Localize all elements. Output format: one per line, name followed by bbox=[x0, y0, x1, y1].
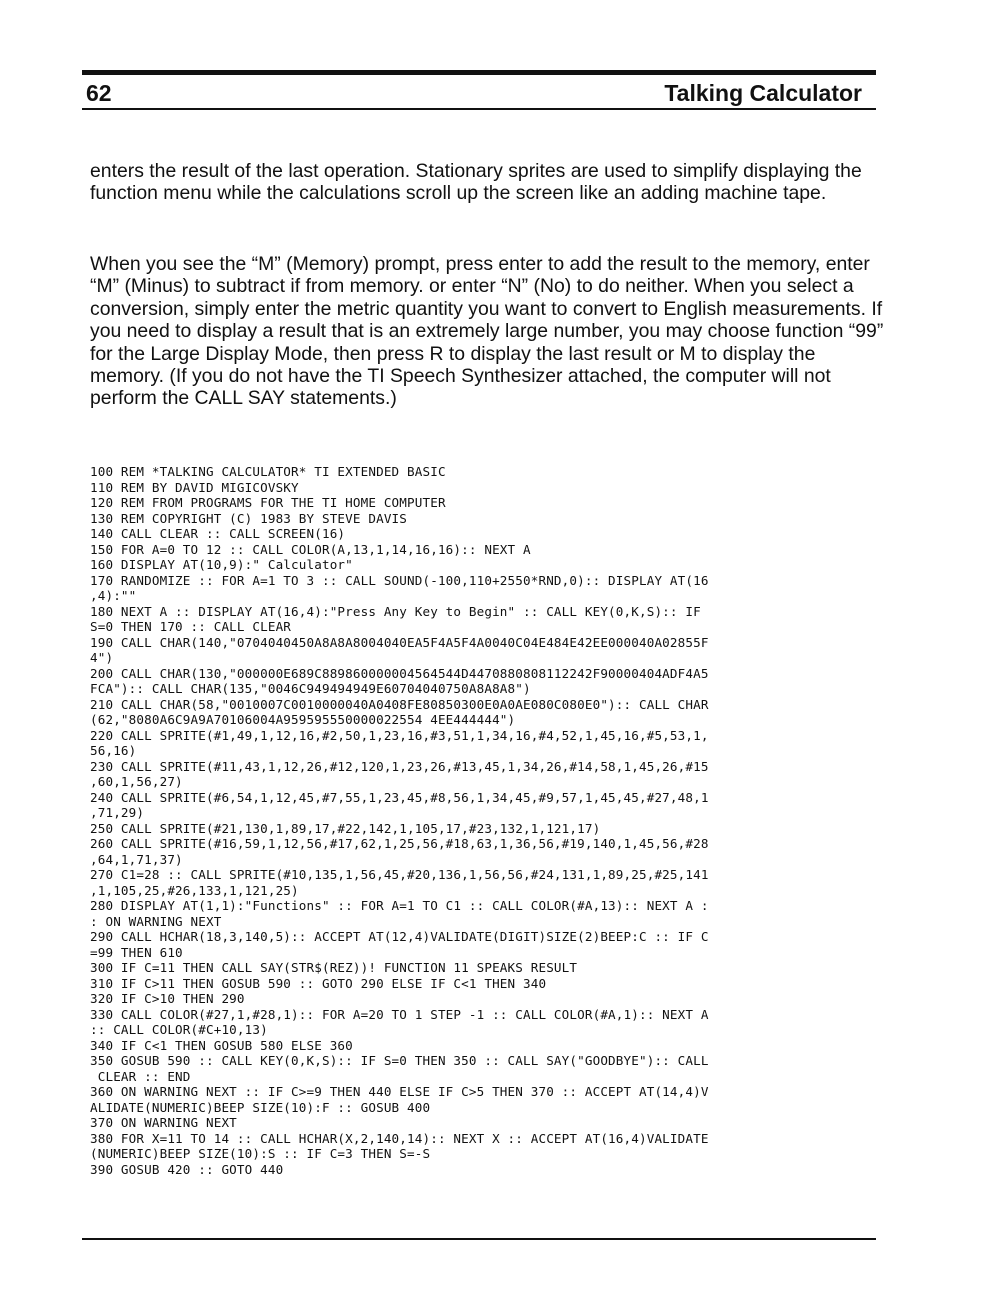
code-line: 270 C1=28 :: CALL SPRITE(#10,135,1,56,45,#20,136,1,56,56,#24,131,1,89,25,#25,141 bbox=[90, 867, 709, 882]
code-line: 4") bbox=[90, 650, 114, 665]
code-line: 210 CALL CHAR(58,"0010007C0010000040A0408FE80850300E0A0AE080C080E0"):: CALL CHAR bbox=[90, 696, 709, 712]
code-line: 380 FOR X=11 TO 14 :: CALL HCHAR(X,2,140,14):: NEXT X :: ACCEPT AT(16,4)VALIDATE bbox=[90, 1130, 709, 1146]
bottom-rule bbox=[82, 1238, 876, 1240]
body-paragraph-2: When you see the “M” (Memory) prompt, press enter to add the result to the memory, enter “M” (Minus) to subtract if from memory. or enter “N” (No) to do neither. When you select a conversion, simply enter the metric quantity you want to convert to English measurements. If you need to display a result that is an extremely large number, you may choose function “99” for the Large Display Mode, then press R to display the last result or M to display the memory. (If you do not have the TI Speech Synthesizer attached, the computer will not perform the CALL SAY statements.) bbox=[90, 253, 884, 410]
code-line: ,4):"" bbox=[90, 588, 137, 603]
code-line: 150 FOR A=0 TO 12 :: CALL COLOR(A,13,1,14,16,16):: NEXT A bbox=[90, 541, 531, 557]
top-rule bbox=[82, 70, 876, 75]
code-line: 260 CALL SPRITE(#16,59,1,12,56,#17,62,1,25,56,#18,63,1,36,56,#19,140,1,45,56,#28 bbox=[90, 836, 709, 851]
header-rule bbox=[82, 108, 876, 110]
code-line: ,60,1,56,27) bbox=[90, 774, 183, 789]
code-line: : ON WARNING NEXT bbox=[90, 913, 222, 929]
body-paragraph-1: enters the result of the last operation. Stationary sprites are used to simplify displaying the function menu while the calculations scroll up the screen like an adding machine tape. bbox=[90, 160, 862, 205]
code-line: 370 ON WARNING NEXT bbox=[90, 1115, 237, 1130]
code-line: 360 ON WARNING NEXT :: IF C>=9 THEN 440 ELSE IF C>5 THEN 370 :: ACCEPT AT(14,4)V bbox=[90, 1084, 709, 1099]
code-line: =99 THEN 610 bbox=[90, 944, 183, 960]
code-line: 130 REM COPYRIGHT (C) 1983 BY STEVE DAVIS bbox=[90, 510, 408, 526]
code-line: ,71,29) bbox=[90, 805, 145, 820]
code-line: 320 IF C>10 THEN 290 bbox=[90, 991, 245, 1006]
code-line: (62,"8080A6C9A9A70106004A959595550000022554 4EE444444") bbox=[90, 712, 516, 727]
code-line: 350 GOSUB 590 :: CALL KEY(0,K,S):: IF S=0 THEN 350 :: CALL SAY("GOODBYE"):: CALL bbox=[90, 1053, 709, 1068]
code-line: 390 GOSUB 420 :: GOTO 440 bbox=[90, 1161, 284, 1177]
code-line: 300 IF C=11 THEN CALL SAY(STR$(REZ))! FUNCTION 11 SPEAKS RESULT bbox=[90, 960, 578, 975]
running-title: Talking Calculator bbox=[664, 80, 862, 106]
code-line: 240 CALL SPRITE(#6,54,1,12,45,#7,55,1,23,45,#8,56,1,34,45,#9,57,1,45,45,#27,48,1 bbox=[90, 789, 709, 805]
code-line: CLEAR :: END bbox=[90, 1068, 191, 1084]
code-line: ALIDATE(NUMERIC)BEEP SIZE(10):F :: GOSUB 400 bbox=[90, 1099, 431, 1115]
code-line: S=0 THEN 170 :: CALL CLEAR bbox=[90, 619, 292, 634]
code-line: FCA"):: CALL CHAR(135,"0046C949494949E60704040750A8A8A8") bbox=[90, 681, 531, 696]
code-line: 250 CALL SPRITE(#21,130,1,89,17,#22,142,1,105,17,#23,132,1,121,17) bbox=[90, 820, 601, 836]
code-line: 180 NEXT A :: DISPLAY AT(16,4):"Press Any Key to Begin" :: CALL KEY(0,K,S):: IF bbox=[90, 603, 701, 619]
code-line: 56,16) bbox=[90, 743, 137, 758]
code-line: ,1,105,25,#26,133,1,121,25) bbox=[90, 882, 299, 898]
code-line: (NUMERIC)BEEP SIZE(10):S :: IF C=3 THEN S=-S bbox=[90, 1146, 431, 1161]
code-line: 190 CALL CHAR(140,"0704040450A8A8A8004040EA5F4A5F4A0040C04E484E42EE000040A02855F bbox=[90, 634, 709, 650]
page-header bbox=[86, 80, 876, 110]
code-line: 280 DISPLAY AT(1,1):"Functions" :: FOR A=1 TO C1 :: CALL COLOR(#A,13):: NEXT A : bbox=[90, 898, 709, 913]
code-line: :: CALL COLOR(#C+10,13) bbox=[90, 1022, 268, 1037]
page-number: 62 bbox=[86, 80, 112, 106]
code-line: 230 CALL SPRITE(#11,43,1,12,26,#12,120,1,23,26,#13,45,1,34,26,#14,58,1,45,26,#15 bbox=[90, 758, 709, 774]
code-line: 100 REM *TALKING CALCULATOR* TI EXTENDED BASIC bbox=[90, 464, 446, 479]
code-line: 120 REM FROM PROGRAMS FOR THE TI HOME COMPUTER bbox=[90, 495, 446, 510]
code-listing bbox=[90, 464, 880, 1177]
code-line: 110 REM BY DAVID MIGICOVSKY bbox=[90, 479, 299, 495]
code-line: 160 DISPLAY AT(10,9):" Calculator" bbox=[90, 557, 353, 572]
code-line: 330 CALL COLOR(#27,1,#28,1):: FOR A=20 TO 1 STEP -1 :: CALL COLOR(#A,1):: NEXT A bbox=[90, 1006, 709, 1022]
code-line: 290 CALL HCHAR(18,3,140,5):: ACCEPT AT(12,4)VALIDATE(DIGIT)SIZE(2)BEEP:C :: IF C bbox=[90, 929, 709, 944]
code-line: 200 CALL CHAR(130,"000000E689C889860000004564544D4470880808112242F90000404ADF4A5 bbox=[90, 665, 709, 681]
code-line: 220 CALL SPRITE(#1,49,1,12,16,#2,50,1,23,16,#3,51,1,34,16,#4,52,1,45,16,#5,53,1, bbox=[90, 727, 709, 743]
code-line: 170 RANDOMIZE :: FOR A=1 TO 3 :: CALL SOUND(-100,110+2550*RND,0):: DISPLAY AT(16 bbox=[90, 572, 709, 588]
code-line: 140 CALL CLEAR :: CALL SCREEN(16) bbox=[90, 526, 346, 541]
code-line: 310 IF C>11 THEN GOSUB 590 :: GOTO 290 ELSE IF C<1 THEN 340 bbox=[90, 975, 547, 991]
code-line: 340 IF C<1 THEN GOSUB 580 ELSE 360 bbox=[90, 1037, 353, 1053]
code-line: ,64,1,71,37) bbox=[90, 851, 183, 867]
